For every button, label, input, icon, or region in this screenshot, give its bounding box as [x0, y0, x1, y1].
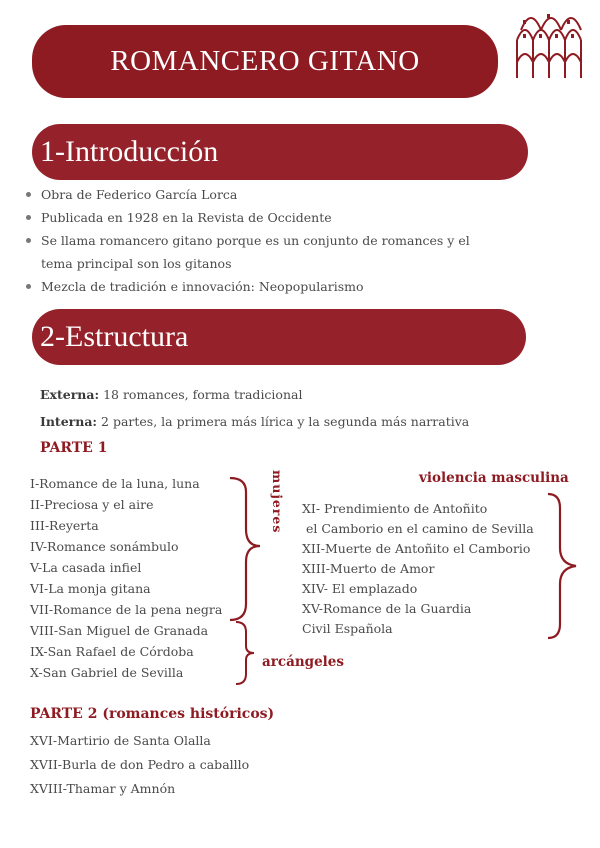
romance-item: XVIII-Thamar y Amnón — [30, 781, 176, 796]
list-item — [20, 229, 560, 275]
romance-item: V-La casada infiel — [30, 560, 142, 575]
bullet-icon — [26, 215, 31, 220]
romance-item: el Camborio en el camino de Sevilla — [302, 521, 534, 536]
section-title-estructura: 2-Estructura — [40, 320, 189, 353]
brace-arcangeles-icon — [234, 620, 260, 686]
externa-line — [40, 387, 302, 402]
romance-item: II-Preciosa y el aire — [30, 497, 154, 512]
parte-1-heading: PARTE 1 — [40, 440, 108, 456]
romance-item: VIII-San Miguel de Granada — [30, 623, 209, 638]
romance-item: IV-Romance sonámbulo — [30, 539, 179, 554]
parte-1-left-list — [30, 473, 222, 683]
romance-item: XIV- El emplazado — [302, 581, 418, 596]
title-banner — [32, 25, 498, 98]
list-item — [20, 206, 560, 229]
romance-item: I-Romance de la luna, luna — [30, 476, 200, 491]
romance-item: XII-Muerte de Antoñito el Camborio — [302, 541, 531, 556]
brace-mujeres-icon — [228, 474, 268, 624]
list-item — [20, 275, 560, 298]
romance-item: III-Reyerta — [30, 518, 99, 533]
romance-item: XV-Romance de la Guardia — [302, 601, 472, 616]
interna-label: Interna: — [40, 414, 98, 429]
romance-item: VI-La monja gitana — [30, 581, 151, 596]
section-banner-introduccion — [32, 124, 528, 180]
list-item-text: Publicada en 1928 en la Revista de Occidente — [41, 210, 332, 225]
externa-label: Externa: — [40, 387, 100, 402]
list-item — [20, 183, 560, 206]
romance-item: XI- Prendimiento de Antoñito — [302, 501, 488, 516]
romance-item: XVII-Burla de don Pedro a caballlo — [30, 757, 250, 772]
label-arcangeles: arcángeles — [262, 654, 344, 670]
page-title: ROMANCERO GITANO — [110, 45, 420, 77]
interna-text: 2 partes, la primera más lírica y la segunda más narrativa — [97, 414, 470, 429]
bullet-icon — [26, 192, 31, 197]
mezquita-arches-icon — [511, 0, 591, 80]
intro-list — [20, 183, 560, 298]
brace-violencia-icon — [546, 490, 586, 642]
romance-item: Civil Española — [302, 621, 393, 636]
romance-item: XVI-Martirio de Santa Olalla — [30, 733, 211, 748]
romance-item: IX-San Rafael de Córdoba — [30, 644, 194, 659]
interna-line — [40, 414, 469, 429]
label-violencia-masculina: violencia masculina — [419, 470, 569, 486]
list-item-text: Se llama romancero gitano porque es un conjunto de romances y el — [41, 233, 470, 248]
romance-item: XIII-Muerto de Amor — [302, 561, 435, 576]
romance-item: VII-Romance de la pena negra — [30, 602, 223, 617]
list-item-text: Obra de Federico García Lorca — [41, 187, 238, 202]
bullet-icon — [26, 238, 31, 243]
externa-text: 18 romances, forma tradicional — [99, 387, 303, 402]
parte-1-right-list — [302, 499, 534, 639]
label-mujeres: mujeres — [270, 470, 285, 534]
parte-2-list — [30, 729, 249, 801]
romance-item: X-San Gabriel de Sevilla — [30, 665, 184, 680]
parte-2-heading: PARTE 2 (romances históricos) — [30, 706, 275, 722]
bullet-icon — [26, 284, 31, 289]
list-item-text-continued: tema principal son los gitanos — [41, 256, 232, 271]
section-banner-estructura — [32, 309, 526, 365]
list-item-text: Mezcla de tradición e innovación: Neopopularismo — [41, 279, 364, 294]
section-title-introduccion: 1-Introducción — [40, 135, 219, 168]
